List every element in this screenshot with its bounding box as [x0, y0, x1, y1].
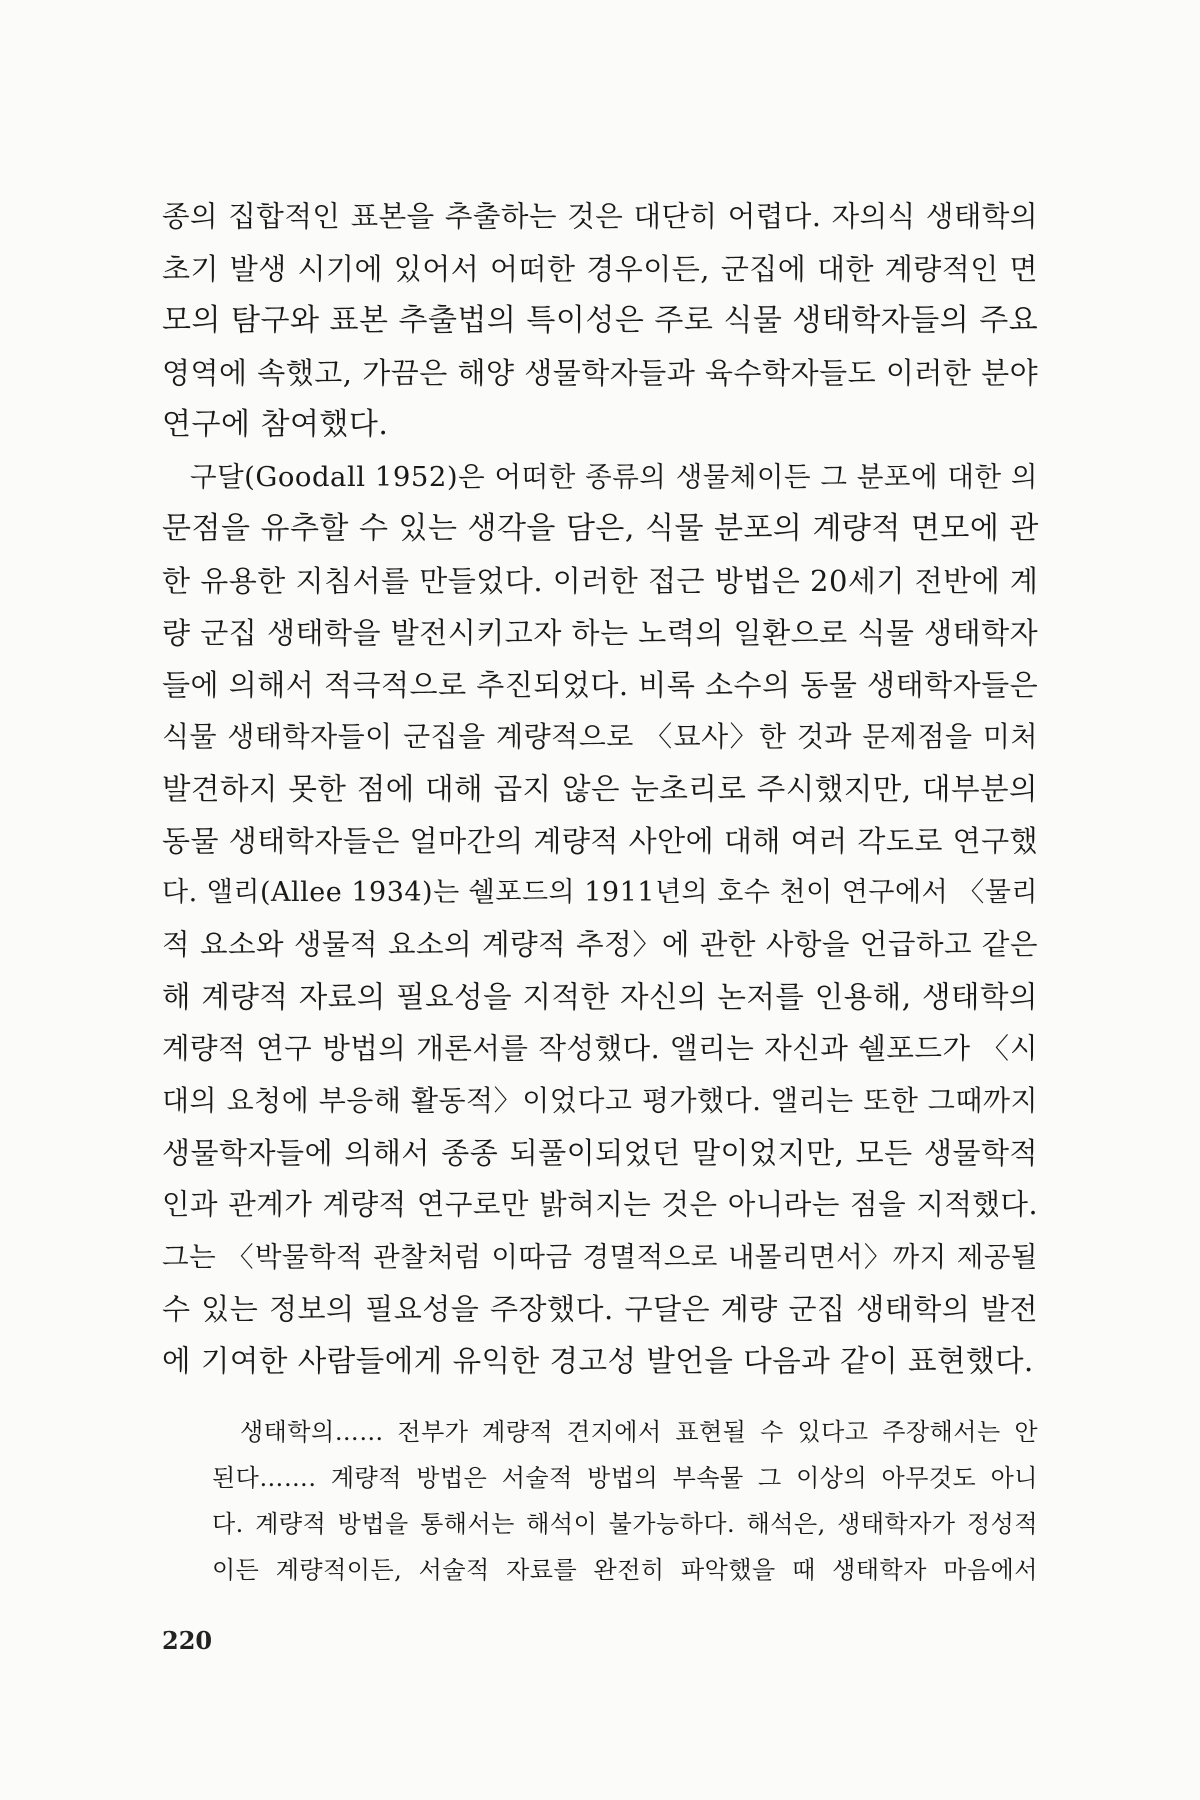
text-line: 문점을 유추할 수 있는 생각을 담은, 식물 분포의 계량적 면모에 관: [162, 511, 1039, 546]
text-line: 인과 관계가 계량적 연구로만 밝혀지는 것은 아니라는 점을 지적했다.: [162, 1188, 1038, 1221]
text-line: 식물 생태학자들이 군집을 계량적으로 〈묘사〉한 것과 문제점을 미처: [162, 720, 1038, 753]
text-line: 수 있는 정보의 필요성을 주장했다. 구달은 계량 군집 생태학의 발전: [162, 1292, 1038, 1326]
text-line: 계량적 연구 방법의 개론서를 작성했다. 앨리는 자신과 쉘포드가 〈시: [162, 1032, 1038, 1065]
quote-line: 이든 계량적이든, 서술적 자료를 완전히 파악했을 때 생태학자 마음에서: [212, 1556, 1038, 1584]
text-line: 연구에 참여했다.: [162, 407, 389, 442]
text-line: 들에 의해서 적극적으로 추진되었다. 비록 소수의 동물 생태학자들은: [162, 668, 1039, 702]
text-line: 초기 발생 시기에 있어서 어떠한 경우이든, 군집에 대한 계량적인 면: [162, 252, 1038, 286]
text-line: 동물 생태학자들은 얼마간의 계량적 사안에 대해 여러 각도로 연구했: [162, 824, 1039, 858]
text-line: 모의 탐구와 표본 추출법의 특이성은 주로 식물 생태학자들의 주요: [162, 303, 1039, 338]
text-line: 발견하지 못한 점에 대해 곱지 않은 눈초리로 주시했지만, 대부분의: [162, 772, 1038, 806]
text-line: 다. 앨리(Allee 1934)는 쉘포드의 1911년의 호수 천이 연구에서 〈물리: [162, 877, 1038, 908]
text-line: 영역에 속했고, 가끔은 해양 생물학자들과 육수학자들도 이러한 분야: [162, 356, 1039, 390]
text-line: 생물학자들에 의해서 종종 되풀이되었던 말이었지만, 모든 생물학적: [162, 1136, 1038, 1170]
text-line: 대의 요청에 부응해 활동적〉이었다고 평가했다. 앨리는 또한 그때까지: [162, 1084, 1038, 1117]
text-line: 구달(Goodall 1952)은 어떠한 종류의 생물체이든 그 분포에 대한 의: [190, 461, 1038, 493]
quote-line: 다. 계량적 방법을 통해서는 해석이 불가능하다. 해석은, 생태학자가 정성적: [212, 1510, 1038, 1538]
quote-line: 생태학의…… 전부가 계량적 견지에서 표현될 수 있다고 주장해서는 안: [240, 1418, 1038, 1446]
text-line: 해 계량적 자료의 필요성을 지적한 자신의 논저를 인용해, 생태학의: [162, 980, 1038, 1014]
text-line: 종의 집합적인 표본을 추출하는 것은 대단히 어렵다. 자의식 생태학의: [162, 200, 1038, 233]
text-line: 그는 〈박물학적 관찰처럼 이따금 경멸적으로 내몰리면서〉까지 제공될: [162, 1241, 1038, 1273]
text-line: 한 유용한 지침서를 만들었다. 이러한 접근 방법은 20세기 전반에 계: [162, 564, 1039, 598]
text-line: 적 요소와 생물적 요소의 계량적 추정〉에 관한 사항을 언급하고 같은: [162, 928, 1038, 961]
page-number: 220: [162, 1626, 213, 1655]
text-line: 량 군집 생태학을 발전시키고자 하는 노력의 일환으로 식물 생태학자: [162, 616, 1039, 650]
text-line: 에 기여한 사람들에게 유익한 경고성 발언을 다음과 같이 표현했다.: [162, 1344, 1034, 1378]
quote-line: 된다……. 계량적 방법은 서술적 방법의 부속물 그 이상의 아무것도 아니: [212, 1464, 1038, 1492]
